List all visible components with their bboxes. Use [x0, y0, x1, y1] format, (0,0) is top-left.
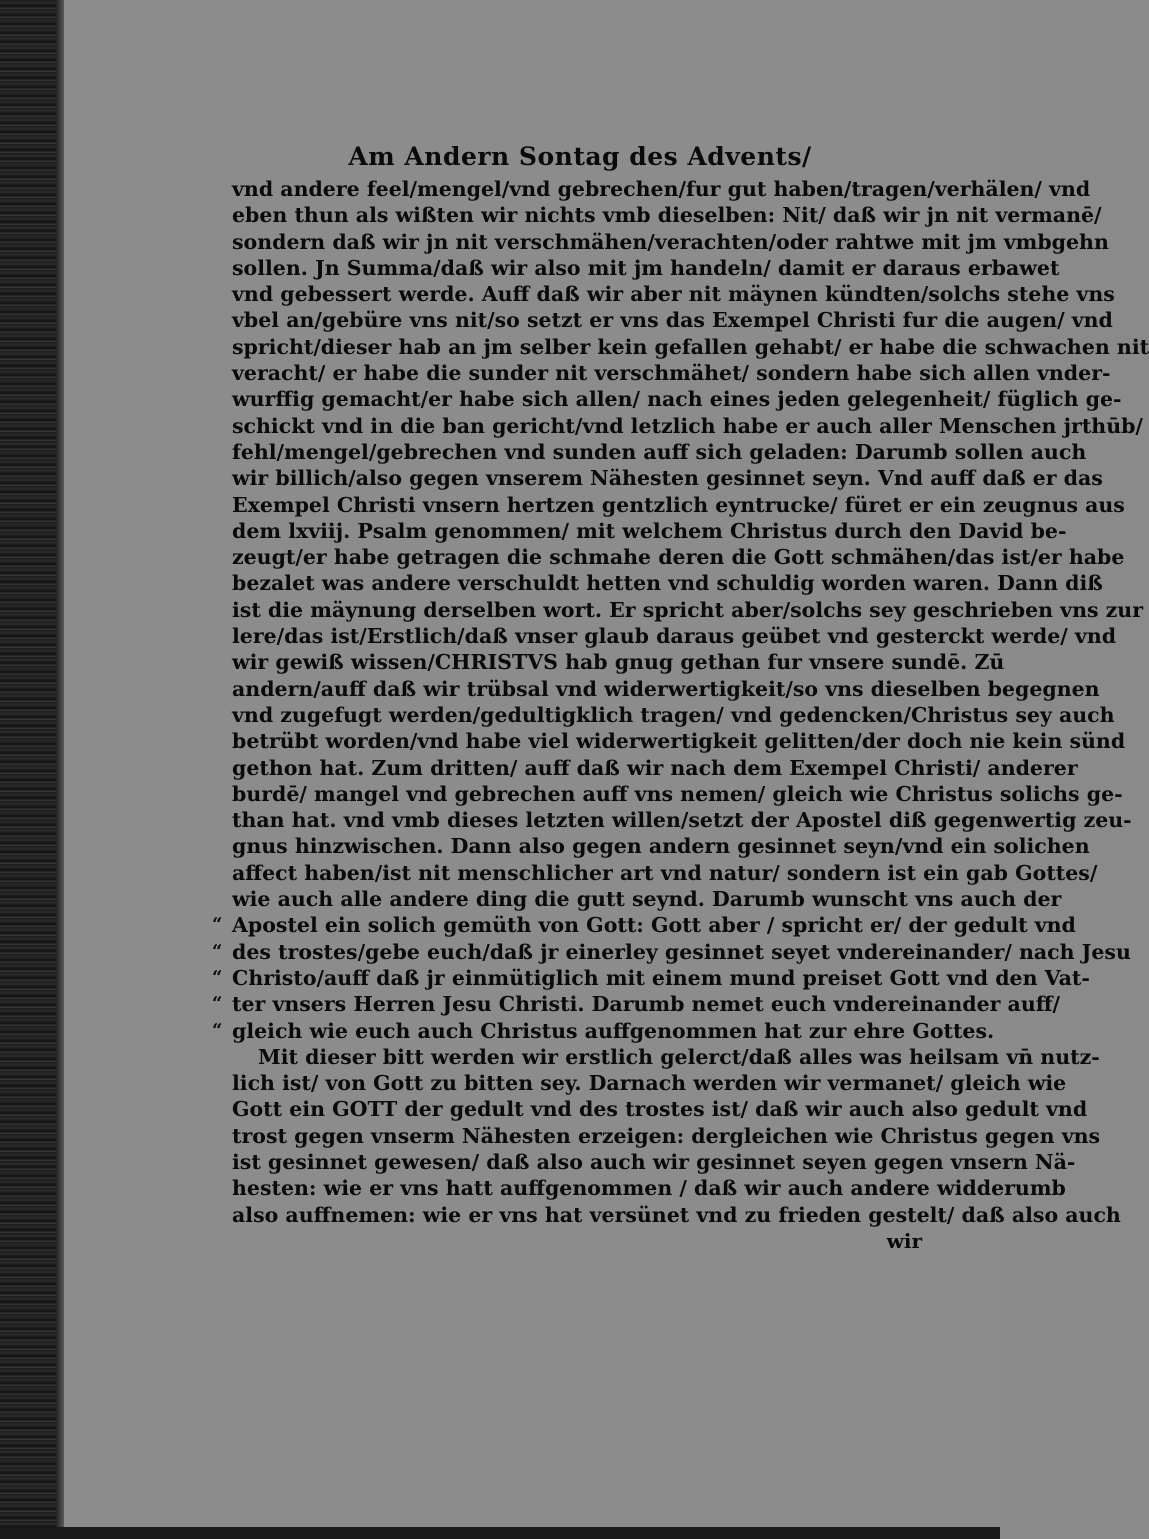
quoted-line	[212, 965, 1090, 991]
text-block	[212, 140, 1149, 1254]
text-line: dem lxviij. Psalm genommen/ mit welchem Christus durch den David be-	[232, 518, 1067, 543]
text-line: ist die mäynung derselben wort. Er spricht aber/solchs sey geschrieben vns zur	[232, 597, 1143, 622]
text-line: spricht/dieser hab an jm selber kein gefallen gehabt/ er habe die schwachen nit	[232, 334, 1149, 359]
quoted-line	[212, 912, 1076, 938]
text-line: affect haben/ist nit menschlicher art vnd natur/ sondern ist ein gab Gottes/	[232, 860, 1098, 885]
text-line: also auffnemen: wie er vns hat versünet vnd zu frieden gestelt/ daß also auch	[232, 1202, 1121, 1227]
text-line: Apostel ein solich gemüth von Gott: Gott aber / spricht er/ der gedult vnd	[232, 913, 1076, 938]
running-head: Am Andern Sontag des Advents/	[348, 142, 812, 171]
text-line: gethon hat. Zum dritten/ auff daß wir nach dem Exempel Christi/ anderer	[232, 755, 1078, 780]
text-line: vbel an/gebüre vns nit/so setzt er vns das Exempel Christi fur die augen/ vnd	[232, 308, 1113, 333]
text-line: Christo/auff daß jr einmütiglich mit einem mund preiset Gott vnd den Vat-	[232, 965, 1090, 990]
text-line: fehl/mengel/gebrechen vnd sunden auff sich geladen: Darumb sollen auch	[232, 439, 1087, 464]
quote-mark: “	[212, 1019, 223, 1041]
text-line: lere/das ist/Erstlich/daß vnser glaub daraus geübet vnd gesterckt werde/ vnd	[232, 624, 1117, 649]
text-line: hesten: wie er vns hatt auffgenommen / daß wir auch andere widderumb	[232, 1176, 1066, 1201]
text-line: ter vnsers Herren Jesu Christi. Darumb nemet euch vndereinander auff/	[232, 992, 1061, 1017]
quote-mark: “	[212, 914, 223, 936]
catchword: wir	[886, 1228, 922, 1253]
text-line: andern/auff daß wir trübsal vnd widerwertigkeit/so vns dieselben begegnen	[232, 676, 1100, 701]
page-bottom-edge	[0, 1527, 1000, 1539]
text-line: trost gegen vnserm Nähesten erzeigen: dergleichen wie Christus gegen vns	[232, 1123, 1101, 1148]
text-line: sondern daß wir jn nit verschmähen/verachten/oder rahtwe mit jm vmbgehn	[232, 229, 1109, 254]
text-line: veracht/ er habe die sunder nit verschmähet/ sondern habe sich allen vnder-	[232, 361, 1111, 386]
quote-mark: “	[212, 940, 223, 962]
quote-mark: “	[212, 993, 223, 1015]
text-line: vnd gebessert werde. Auff daß wir aber nit mäynen kündten/solchs stehe vns	[232, 282, 1115, 307]
quoted-line	[212, 1018, 995, 1044]
text-line: bezalet was andere verschuldt hetten vnd schuldig worden waren. Dann diß	[232, 571, 1103, 596]
quoted-line	[212, 991, 1061, 1017]
text-line: wir billich/also gegen vnserem Nähesten gesinnet seyn. Vnd auff daß er das	[232, 466, 1103, 491]
text-line: wurffig gemacht/er habe sich allen/ nach eines jeden gelegenheit/ füglich ge-	[232, 387, 1122, 412]
text-line: wir gewiß wissen/CHRISTVS hab gnug gethan fur vnsere sundē. Zū	[232, 650, 1005, 675]
text-line: Exempel Christi vnsern hertzen gentzlich eyntrucke/ füret er ein zeugnus aus	[232, 492, 1125, 517]
text-line: vnd andere feel/mengel/vnd gebrechen/fur gut haben/tragen/verhälen/ vnd	[232, 177, 1091, 201]
text-line: Gott ein GOTT der gedult vnd des trostes ist/ daß wir auch also gedult vnd	[232, 1097, 1088, 1122]
text-line: eben thun als wißten wir nichts vmb dieselben: Nit/ daß wir jn nit vermanē/	[232, 203, 1102, 228]
text-line: betrübt worden/vnd habe viel widerwertigkeit gelitten/der doch nie kein sünd	[232, 729, 1126, 754]
text-line: des trostes/gebe euch/daß jr einerley gesinnet seyet vndereinander/ nach Jesu	[232, 939, 1131, 964]
text-line: ist gesinnet gewesen/ daß also auch wir gesinnet seyen gegen vnsern Nä-	[232, 1149, 1076, 1174]
text-line: lich ist/ von Gott zu bitten sey. Darnach werden wir vermanet/ gleich wie	[232, 1071, 1067, 1096]
quote-mark: “	[212, 966, 223, 988]
book-binding-edge	[0, 0, 58, 1539]
text-line: schickt vnd in die ban gericht/vnd letzlich habe er auch aller Menschen jrthūb/	[232, 413, 1143, 438]
text-line: zeugt/er habe getragen die schmahe deren die Gott schmähen/das ist/er habe	[232, 545, 1125, 570]
text-line: than hat. vnd vmb dieses letzten willen/setzt der Apostel diß gegenwertig zeu-	[232, 808, 1132, 833]
text-line: wie auch alle andere ding die gutt seynd. Darumb wunscht vns auch der	[232, 887, 1062, 912]
text-line: gleich wie euch auch Christus auffgenommen hat zur ehre Gottes.	[232, 1018, 995, 1043]
paragraph-start-line: Mit dieser bitt werden wir erstlich gelerct/daß alles was heilsam vn̄ nutz-	[258, 1044, 1100, 1069]
quoted-line	[212, 939, 1131, 965]
text-line: vnd zugefugt werden/gedultigklich tragen/ vnd gedencken/Christus sey auch	[232, 702, 1115, 727]
text-line: gnus hinzwischen. Dann also gegen andern gesinnet seyn/vnd ein solichen	[232, 834, 1090, 859]
text-line: burdē/ mangel vnd gebrechen auff vns nemen/ gleich wie Christus solichs ge-	[232, 781, 1123, 806]
text-line: sollen. Jn Summa/daß wir also mit jm handeln/ damit er daraus erbawet	[232, 255, 1060, 280]
